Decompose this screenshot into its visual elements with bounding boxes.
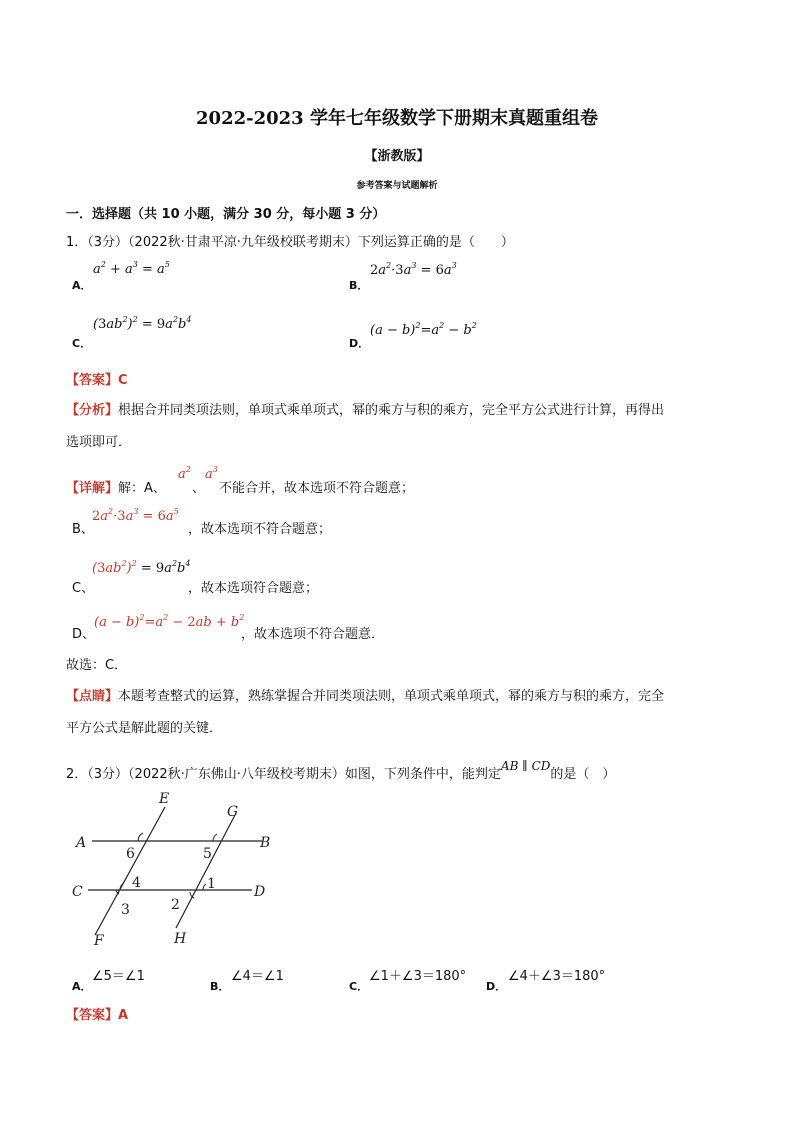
detail-b-formula: $2a^2\cdot 3a^3 = 6a^5$ — [92, 507, 179, 524]
detail-d-prefix: D、 — [72, 627, 96, 642]
detail-c-suffix: ，故本选项符合题意； — [188, 581, 319, 596]
label-e: E — [159, 791, 170, 807]
q2-answer — [66, 1004, 128, 1023]
q1-answer — [66, 369, 128, 388]
question-2-stem — [66, 759, 616, 782]
q1-comment-line-2: 平方公式是解此题的关键． — [66, 721, 223, 736]
answer-tag: 【答案】 — [66, 373, 119, 388]
detail-b-suffix: ，故本选项不符合题意； — [188, 522, 332, 537]
angle-6-arc — [138, 833, 143, 841]
q2-option-b-label: B． — [210, 980, 230, 993]
q1-option-a-label: A． — [72, 279, 92, 292]
section-heading: 一．选择题（共 10 小题，满分 30 分，每小题 3 分） — [66, 207, 386, 222]
q2-option-b: ∠4＝∠1 — [231, 969, 284, 984]
answer-tag: 【答案】 — [66, 1008, 119, 1023]
answer-value: A — [118, 1008, 129, 1023]
detail-a-prefix: 解：A、 — [118, 481, 166, 496]
line-gh — [176, 815, 235, 928]
q1-choose: 故选：C． — [66, 658, 128, 673]
label-h: H — [174, 931, 187, 947]
detail-a-term-1: $a^2$ — [178, 465, 191, 482]
reference-heading: 参考答案与试题解析 — [356, 181, 438, 191]
label-angle-4: 4 — [132, 875, 141, 891]
q1-analysis-line-1 — [66, 399, 664, 418]
q1-detail-a — [66, 477, 166, 496]
detail-c-prefix: C、 — [72, 581, 95, 596]
analysis-tag: 【分析】 — [66, 403, 119, 418]
detail-d-suffix: ，故本选项不符合题意． — [241, 627, 385, 642]
label-a: A — [76, 835, 87, 851]
q1-option-d-formula: $(a - b)^2=a^2 - b^2$ — [370, 321, 477, 338]
q2-option-d: ∠4＋∠3＝180° — [508, 969, 606, 984]
label-angle-3: 3 — [121, 902, 130, 918]
detail-a-term-2: $a^3$ — [205, 465, 218, 482]
q2-stem-prefix: 2．（3分）（2022秋·广东佛山·八年级校考期末）如图，下列条件中，能判定 — [66, 767, 501, 782]
q1-option-c-formula: $(3ab^2)^2 = 9a^2b^4$ — [93, 315, 192, 332]
detail-c-formula: $(3ab^2)^2 = 9a^2b^4$ — [92, 559, 191, 576]
q2-option-c: ∠1＋∠3＝180° — [369, 969, 467, 984]
q2-stem-suffix: 的是（ ） — [550, 767, 616, 782]
q2-option-a: ∠5＝∠1 — [92, 969, 145, 984]
detail-a-suffix: 不能合并，故本选项不符合题意； — [219, 481, 415, 496]
q1-analysis-line-2: 选项即可． — [66, 435, 132, 450]
label-angle-6: 6 — [126, 846, 135, 862]
label-c: C — [72, 884, 83, 900]
label-f: F — [94, 933, 104, 949]
comment-text: 本题考查整式的运算，熟练掌握合并同类项法则，单项式乘单项式，幂的乘方与积的乘方，完全 — [118, 689, 665, 704]
document-title: 2022-2023 学年七年级数学下册期末真题重组卷 — [196, 108, 598, 129]
detail-a-sep: 、 — [192, 481, 206, 496]
detail-d-formula: $(a - b)^2=a^2 - 2ab + b^2$ — [94, 613, 245, 630]
q2-option-c-label: C． — [349, 980, 369, 993]
q1-option-a-formula: $a^2 + a^3 = a^5$ — [93, 260, 170, 277]
label-angle-5: 5 — [203, 846, 212, 862]
angle-1-arc — [203, 884, 206, 890]
q1-option-c-label: C． — [72, 337, 92, 350]
q1-option-b-label: B． — [349, 279, 369, 292]
analysis-text: 根据合并同类项法则，单项式乘单项式，幂的乘方与积的乘方，完全平方公式进行计算，再得出 — [118, 403, 665, 418]
q1-comment-line-1 — [66, 685, 664, 704]
detail-tag: 【详解】 — [66, 481, 119, 496]
q1-option-d-label: D． — [349, 337, 370, 350]
q1-option-b-formula: $2a^2\cdot 3a^3 = 6a^3$ — [370, 261, 457, 278]
label-angle-2: 2 — [171, 897, 180, 913]
label-b: B — [260, 835, 271, 851]
line-ef — [95, 807, 165, 935]
parallel-lines-figure — [70, 785, 280, 950]
question-1-stem: 1．（3分）（2022秋·甘肃平凉·九年级校联考期末）下列运算正确的是（ ） — [66, 235, 514, 250]
edition-label: 【浙教版】 — [364, 149, 430, 164]
label-d: D — [254, 884, 266, 900]
q2-stem-math: AB ∥ CD — [500, 759, 551, 773]
comment-tag: 【点睛】 — [66, 689, 119, 704]
q2-option-a-label: A． — [72, 980, 92, 993]
answer-value: C — [118, 373, 128, 388]
q2-option-d-label: D． — [486, 980, 507, 993]
detail-b-prefix: B、 — [72, 522, 94, 537]
label-g: G — [227, 804, 239, 820]
label-angle-1: 1 — [207, 876, 216, 892]
angle-5-arc — [213, 834, 217, 841]
